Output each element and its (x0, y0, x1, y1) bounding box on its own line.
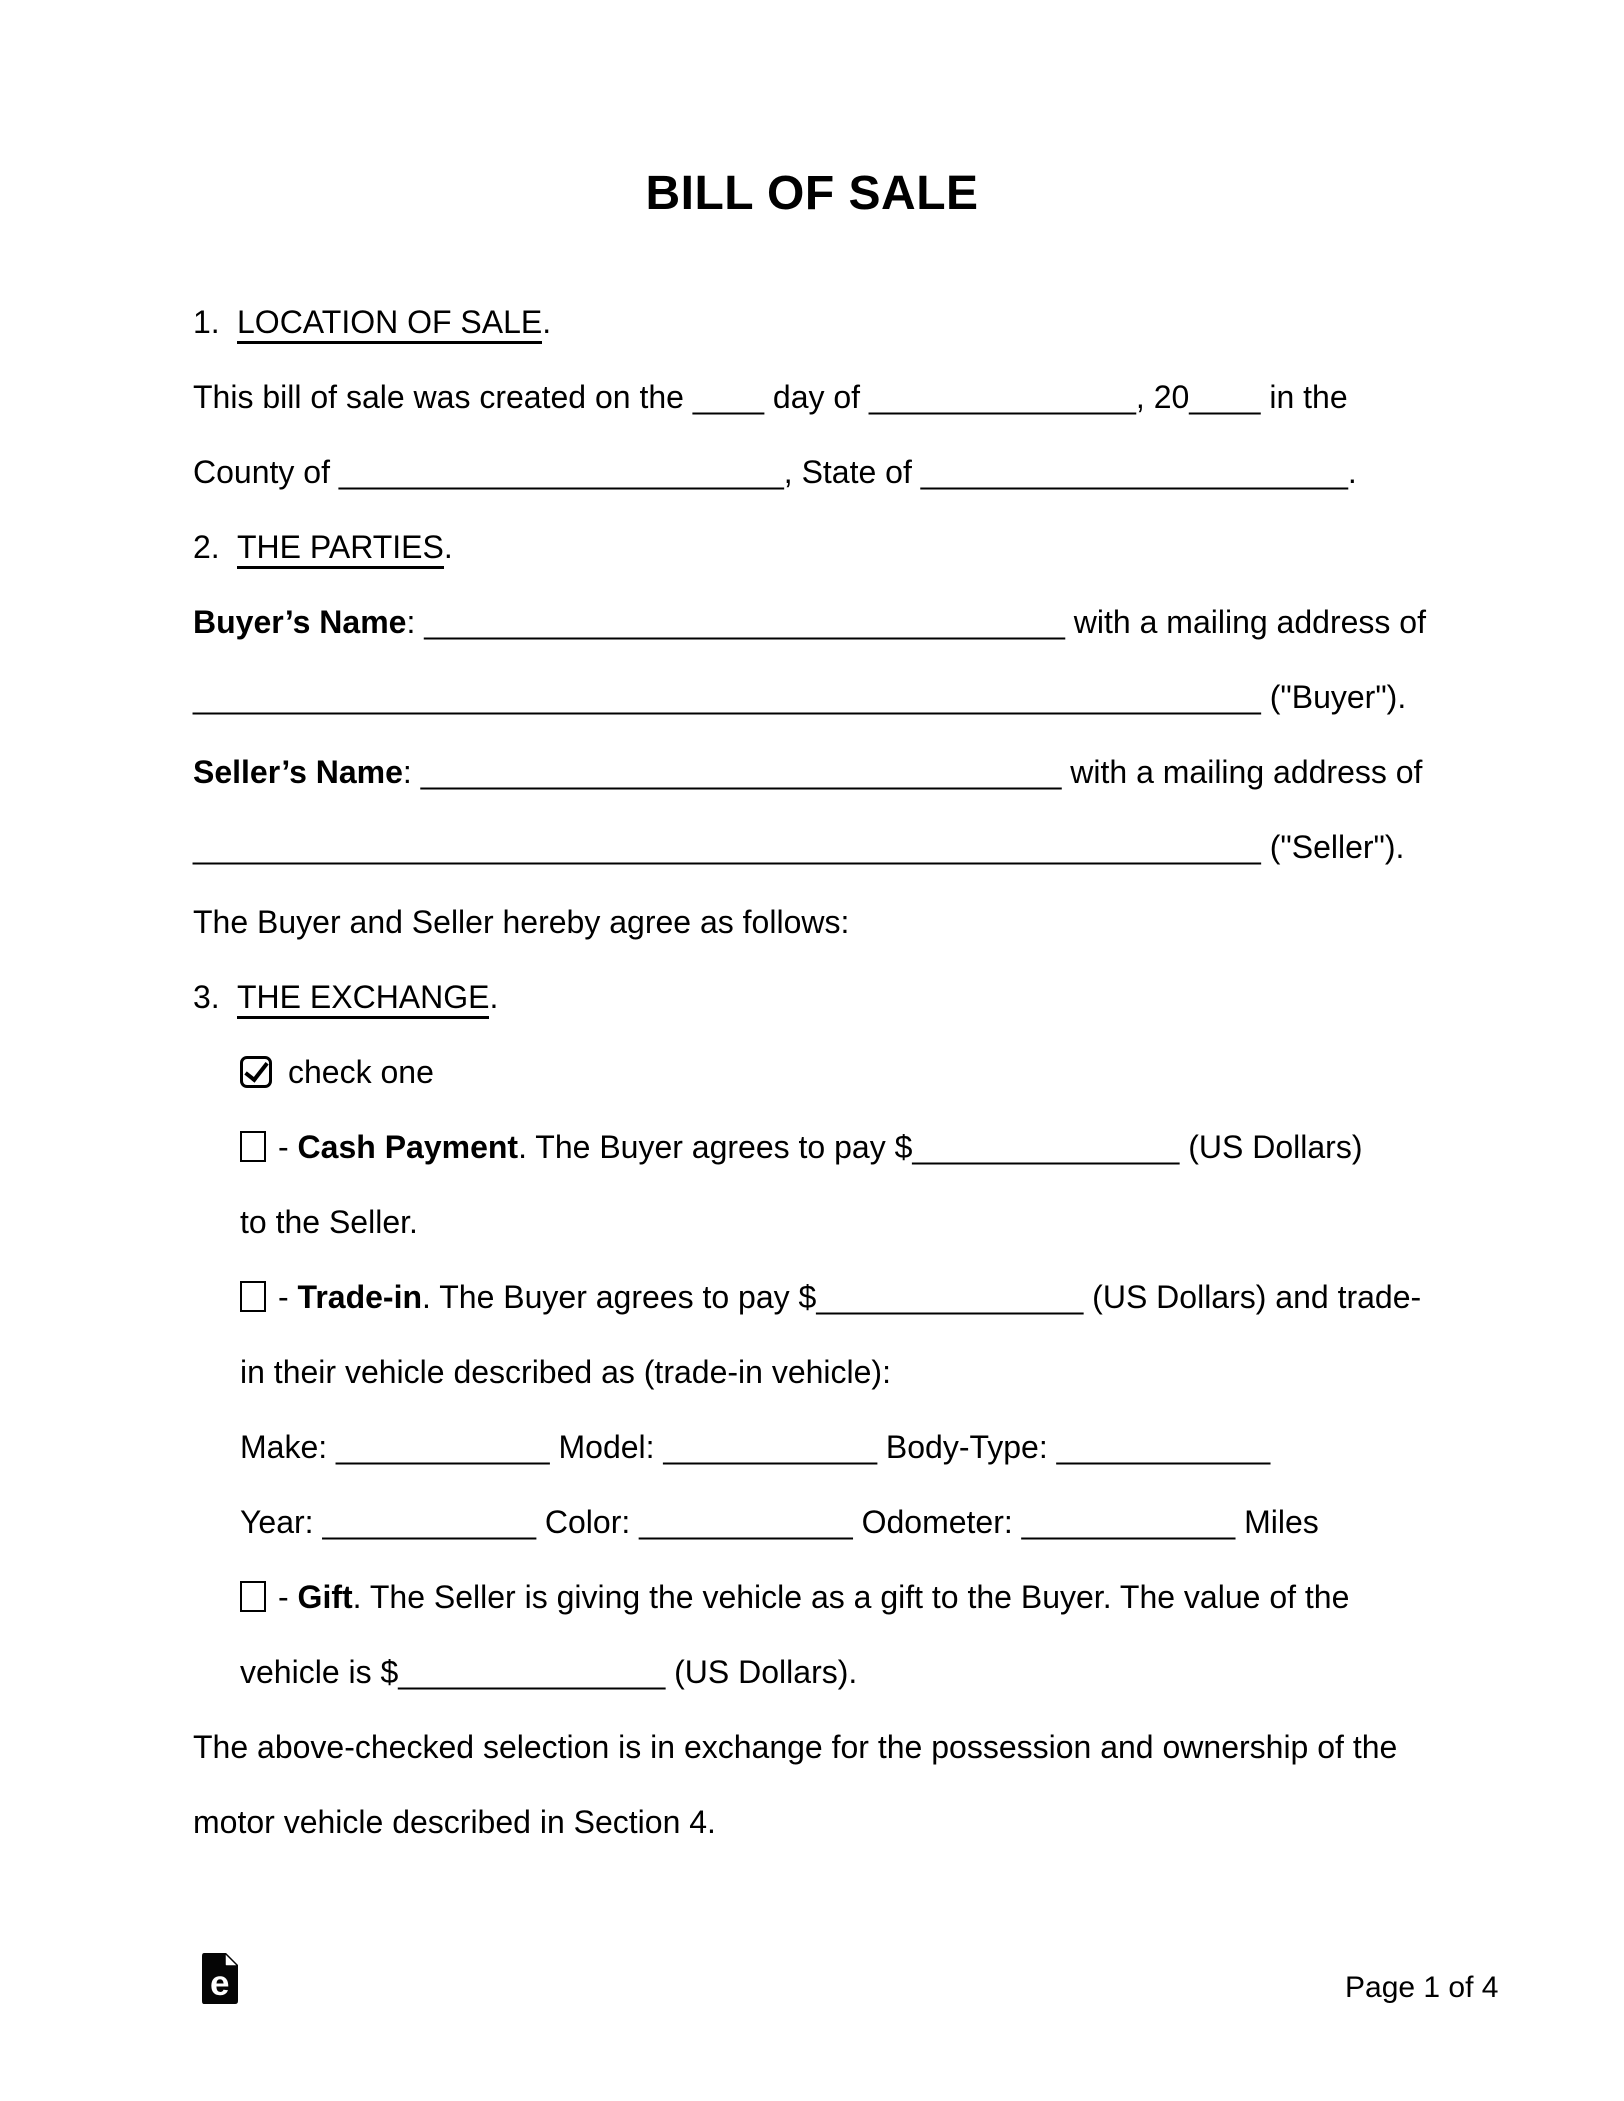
blank-field[interactable]: _______________ (912, 1129, 1180, 1165)
text-segment: (US Dollars) and trade- (1083, 1279, 1422, 1315)
text-segment: - (278, 1129, 298, 1165)
text-segment: motor vehicle described in Section 4. (193, 1804, 716, 1840)
text-segment: Odometer: (852, 1504, 1022, 1540)
text-segment: . (489, 979, 499, 1015)
text-segment: , State of (783, 454, 921, 490)
form-line (193, 960, 1426, 1035)
section-number: 2. (193, 529, 220, 565)
blank-field[interactable]: ____________ (336, 1429, 550, 1465)
form-line (193, 1785, 1426, 1860)
text-segment: : (402, 754, 421, 790)
checkbox-unchecked-icon[interactable] (240, 1581, 266, 1612)
document-body (193, 285, 1426, 1860)
text-segment: . (1347, 454, 1357, 490)
text-segment: : (406, 604, 425, 640)
form-line (193, 435, 1426, 510)
section-heading: THE PARTIES (237, 529, 444, 569)
blank-field[interactable]: _________________________ (338, 454, 784, 490)
text-segment: Gift (297, 1579, 353, 1615)
form-line (193, 885, 1426, 960)
form-line (240, 1185, 1426, 1260)
text-segment: in their vehicle described as (trade-in vehicle): (240, 1354, 891, 1390)
form-line (240, 1410, 1426, 1485)
document-with-folded-corner-icon (202, 1953, 238, 2004)
text-segment: ("Buyer"). (1260, 679, 1407, 715)
form-line (193, 285, 1426, 360)
blank-field[interactable]: _______________ (398, 1654, 666, 1690)
text-segment: - (278, 1579, 298, 1615)
text-segment: Miles (1235, 1504, 1319, 1540)
text-segment: Model: (549, 1429, 664, 1465)
form-line (193, 360, 1426, 435)
text-segment: Make: (240, 1429, 337, 1465)
text-segment: The Buyer and Seller hereby agree as follows: (193, 904, 850, 940)
text-segment: Buyer’s Name (193, 604, 407, 640)
text-segment: - (278, 1279, 298, 1315)
text-segment: Trade-in (297, 1279, 423, 1315)
text-segment: . The Buyer agrees to pay $ (518, 1129, 913, 1165)
checkbox-unchecked-icon[interactable] (240, 1131, 266, 1162)
blank-field[interactable]: ____________________________________________________________ (193, 829, 1261, 865)
form-line (240, 1635, 1426, 1710)
checkbox-unchecked-icon[interactable] (240, 1281, 266, 1312)
form-line (240, 1035, 1426, 1110)
blank-field[interactable]: _______________ (868, 379, 1136, 415)
text-segment: check one (288, 1054, 434, 1090)
text-segment: . The Seller is giving the vehicle as a gift to the Buyer. The value of the (352, 1579, 1350, 1615)
text-segment: (US Dollars) (1179, 1129, 1363, 1165)
text-segment: day of (764, 379, 869, 415)
text-segment: Year: (240, 1504, 323, 1540)
text-segment: . (542, 304, 552, 340)
blank-field[interactable]: ____________________________________ (424, 604, 1065, 640)
blank-field[interactable]: ____________ (639, 1504, 853, 1540)
text-segment: The above-checked selection is in exchange for the possession and ownership of the (193, 1729, 1398, 1765)
form-line (193, 735, 1426, 810)
section-number: 3. (193, 979, 220, 1015)
text-segment: with a mailing address of (1064, 604, 1426, 640)
section-heading: THE EXCHANGE (237, 979, 489, 1019)
text-segment: Body-Type: (876, 1429, 1057, 1465)
text-segment: This bill of sale was created on the (193, 379, 693, 415)
form-line (193, 660, 1426, 735)
document-title: BILL OF SALE (645, 167, 979, 220)
form-line (193, 585, 1426, 660)
blank-field[interactable]: ____ (1189, 379, 1261, 415)
text-segment: (US Dollars). (665, 1654, 858, 1690)
blank-field[interactable]: ________________________ (920, 454, 1348, 490)
form-line (240, 1560, 1426, 1635)
text-segment: ("Seller"). (1260, 829, 1405, 865)
text-segment: Color: (536, 1504, 640, 1540)
text-segment: Seller’s Name (193, 754, 403, 790)
blank-field[interactable]: ____________ (1056, 1429, 1271, 1465)
form-line (240, 1260, 1426, 1335)
blank-field[interactable]: ____________________________________________________________ (193, 679, 1261, 715)
text-segment: County of (193, 454, 339, 490)
blank-field[interactable]: _______________ (816, 1279, 1084, 1315)
blank-field[interactable]: ____________ (1021, 1504, 1236, 1540)
form-line (193, 810, 1426, 885)
text-segment: to the Seller. (240, 1204, 418, 1240)
blank-field[interactable]: ____________ (322, 1504, 536, 1540)
form-line (240, 1485, 1426, 1560)
text-segment: . The Buyer agrees to pay $ (422, 1279, 817, 1315)
section-number: 1. (193, 304, 220, 340)
form-line (193, 1710, 1426, 1785)
form-line (240, 1110, 1426, 1185)
text-segment: with a mailing address of (1061, 754, 1423, 790)
checkbox-checked-icon[interactable] (240, 1056, 272, 1088)
section-heading: LOCATION OF SALE (237, 304, 542, 344)
blank-field[interactable]: ____ (692, 379, 764, 415)
blank-field[interactable]: ____________________________________ (420, 754, 1062, 790)
logo-letter: e (210, 1964, 230, 2003)
form-line (240, 1335, 1426, 1410)
blank-field[interactable]: ____________ (663, 1429, 877, 1465)
text-segment: Cash Payment (297, 1129, 519, 1165)
text-segment: . (443, 529, 453, 565)
eforms-logo-icon (202, 1953, 238, 2004)
form-line (193, 510, 1426, 585)
text-segment: in the (1260, 379, 1348, 415)
text-segment: , 20 (1135, 379, 1190, 415)
text-segment: vehicle is $ (240, 1654, 399, 1690)
page-number: Page 1 of 4 (1345, 1971, 1499, 2004)
